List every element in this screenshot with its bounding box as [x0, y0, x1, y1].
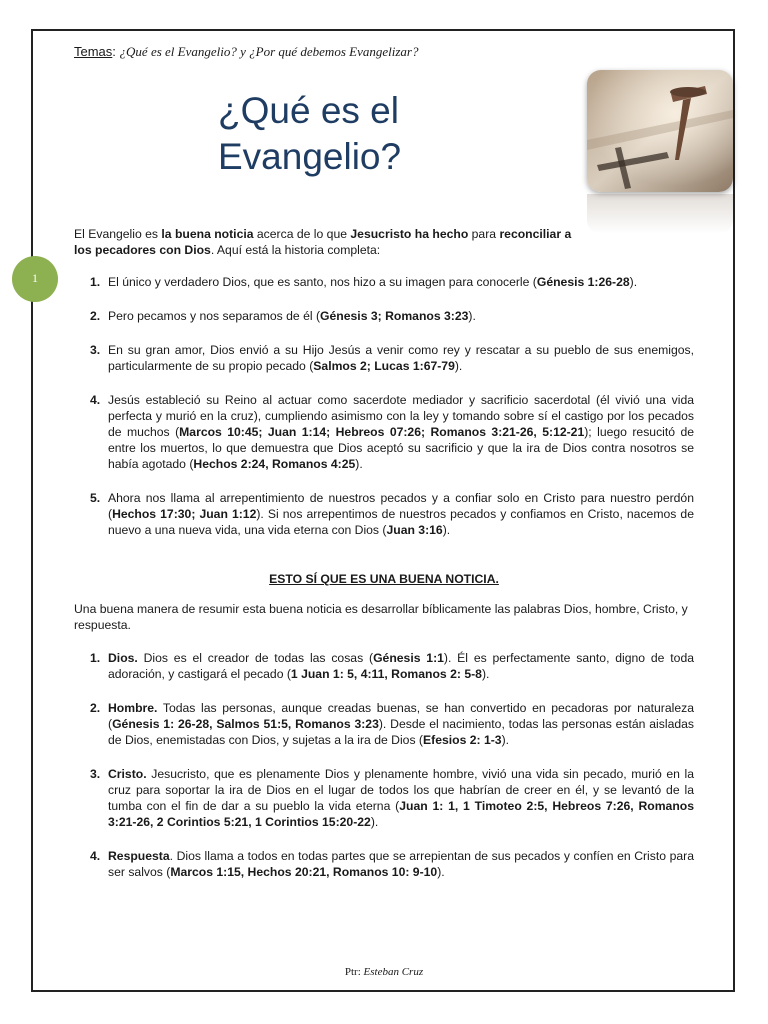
intro-bold: la buena noticia — [161, 227, 254, 241]
list-item-bold: Dios. — [108, 651, 138, 665]
list-item-bold: 1 Juan 1: 5, 4:11, Romanos 2: 5-8 — [290, 667, 482, 681]
list-item-text: Jesús estableció su Reino al actuar como sacerdote mediador y sacrificio sacerdotal (él vivió una vida perfecta y murió en la cruz), cumpliendo asimismo con la ley y tomando sobre sí el castigo por los pecados de muchos ( — [108, 393, 694, 439]
gospel-story-list — [74, 274, 694, 538]
page-title — [218, 88, 401, 180]
list-item-text: Dios es el creador de todas las cosas ( — [137, 651, 374, 665]
list-item-text: En su gran amor, Dios envió a su Hijo Jesús a venir como rey y rescatar a su pueblo de sus enemigos, particularmente de su propio pecado ( — [108, 343, 694, 373]
topic-separator: : — [112, 44, 120, 59]
list-item-bold: Salmos 2; Lucas 1:67-79 — [313, 359, 455, 373]
list-item-bold: Juan 3:16 — [386, 523, 443, 537]
list-item-bold: Hombre. — [108, 701, 158, 715]
footer-name: Esteban Cruz — [363, 966, 424, 978]
list-item-text: Jesucristo, que es plenamente Dios y plenamente hombre, vivió una vida sin pecado, murió en la cruz para soportar la ira de Dios en el lugar de todos los que habrían de creer en él, y se levantó de la tumba con el fin de dar a su pueblo la vida eterna ( — [108, 767, 694, 813]
list-item-bold: Génesis 1: 26-28, Salmos 51:5, Romanos 3:23 — [112, 717, 379, 731]
list-item-text: Pero pecamos y nos separamos de él ( — [108, 309, 321, 323]
list-item — [74, 766, 694, 830]
intro-bold: reconciliar a los pecadores con Dios — [74, 227, 572, 257]
list-item-bold: Hechos 2:24, Romanos 4:25 — [193, 457, 356, 471]
list-item-number: 3. — [90, 343, 101, 357]
topic-line — [74, 44, 418, 60]
list-item — [74, 700, 694, 748]
intro-paragraph — [74, 226, 584, 258]
list-item-text: ). — [437, 865, 445, 879]
list-item — [74, 650, 694, 682]
list-item-bold: Efesios 2: 1-3 — [423, 733, 502, 747]
intro-text: para — [468, 227, 500, 241]
nail-cross-illustration — [587, 70, 733, 192]
list-item — [74, 392, 694, 472]
list-item-text: ). Si nos arrepentimos de nuestros pecados y confiamos en Cristo, nacemos de nuevo a una nueva vida, una vida eterna con Dios ( — [108, 507, 694, 537]
list-item-bold: Cristo. — [108, 767, 147, 781]
intro-text: El Evangelio es — [74, 227, 162, 241]
list-item-bold: Marcos 1:15, Hechos 20:21, Romanos 10: 9-10 — [170, 865, 438, 879]
page-number-badge: 1 — [12, 256, 58, 302]
list-item-text: ). — [454, 359, 463, 373]
list-item — [74, 848, 694, 880]
list-item-number: 2. — [90, 309, 101, 323]
list-item-number: 5. — [90, 491, 101, 505]
list-item-text: Todas las personas, aunque creadas buenas, se han convertido en pecadoras por naturaleza ( — [108, 701, 694, 731]
list-item-number: 2. — [90, 701, 101, 715]
list-item — [74, 342, 694, 374]
list-item-number: 3. — [90, 767, 101, 781]
intro-text: . Aquí está la historia completa: — [210, 243, 381, 257]
list-item — [74, 308, 694, 324]
nail-cross-photo — [587, 70, 733, 192]
intro-bold: Jesucristo ha hecho — [350, 227, 469, 241]
list-item-text: ). — [370, 815, 379, 829]
list-item-bold: Hechos 17:30; Juan 1:12 — [112, 507, 257, 521]
footer-prefix: Ptr: — [344, 966, 364, 978]
list-item-number: 1. — [90, 275, 101, 289]
list-item-number: 4. — [90, 849, 101, 863]
list-item-bold: Génesis 1:26-28 — [536, 275, 630, 289]
list-item-text: El único y verdadero Dios, que es santo, nos hizo a su imagen para conocerle ( — [108, 275, 537, 289]
list-item-text: Ahora nos llama al arrepentimiento de nuestros pecados y a confiar solo en Cristo para nuestro perdón ( — [108, 491, 694, 521]
intro-text: acerca de lo que — [253, 227, 351, 241]
list-item-text: . Dios llama a todos en todas partes que se arrepientan de sus pecados y confíen en Cristo para ser salvos ( — [108, 849, 694, 879]
list-item-text: ). Desde el nacimiento, todas las personas están aisladas de Dios, enemistadas con Dios, y sujetas a la ira de Dios ( — [108, 717, 694, 747]
list-item-number: 4. — [90, 393, 101, 407]
footer-author — [0, 966, 768, 978]
topic-text: ¿Qué es el Evangelio? y ¿Por qué debemos Evangelizar? — [119, 44, 419, 59]
list-item-text: ). — [468, 309, 476, 323]
list-item-number: 1. — [90, 651, 101, 665]
list-item — [74, 490, 694, 538]
page-title-line-2: Evangelio? — [218, 136, 402, 177]
summary-list — [74, 650, 694, 880]
list-item-bold: Génesis 3; Romanos 3:23 — [320, 309, 469, 323]
list-item-text: ). — [355, 457, 363, 471]
section-heading: ESTO SÍ QUE ES UNA BUENA NOTICIA. — [269, 572, 499, 586]
list-item-text: ). Él es perfectamente santo, digno de toda adoración, y castigará el pecado ( — [108, 651, 694, 681]
photo-reflection — [587, 194, 733, 234]
list-item-text: ). — [442, 523, 451, 537]
summary-intro: Una buena manera de resumir esta buena noticia es desarrollar bíblicamente las palabras Dios, hombre, Cristo, y respuesta. — [74, 602, 688, 632]
list-item-text: ). — [629, 275, 638, 289]
list-item-text: ). — [501, 733, 510, 747]
list-item-bold: Marcos 10:45; Juan 1:14; Hebreos 07:26; Romanos 3:21-26, 5:12-21 — [179, 425, 585, 439]
list-item-text: ); luego resucitó de entre los muertos, lo que demuestra que Dios aceptó su sacrificio y que la ira de Dios contra nosotros se había agotado ( — [108, 425, 695, 471]
page-title-line-1: ¿Qué es el — [218, 90, 399, 131]
list-item-text: ). — [481, 667, 490, 681]
topic-label: Temas — [74, 44, 113, 59]
list-item-bold: Génesis 1:1 — [373, 651, 444, 665]
list-item-bold: Respuesta — [108, 849, 170, 863]
list-item-bold: Juan 1: 1, 1 Timoteo 2:5, Hebreos 7:26, Romanos 3:21-26, 2 Corintios 5:21, 1 Corintios 15:20-22 — [108, 799, 694, 829]
list-item — [74, 274, 694, 290]
